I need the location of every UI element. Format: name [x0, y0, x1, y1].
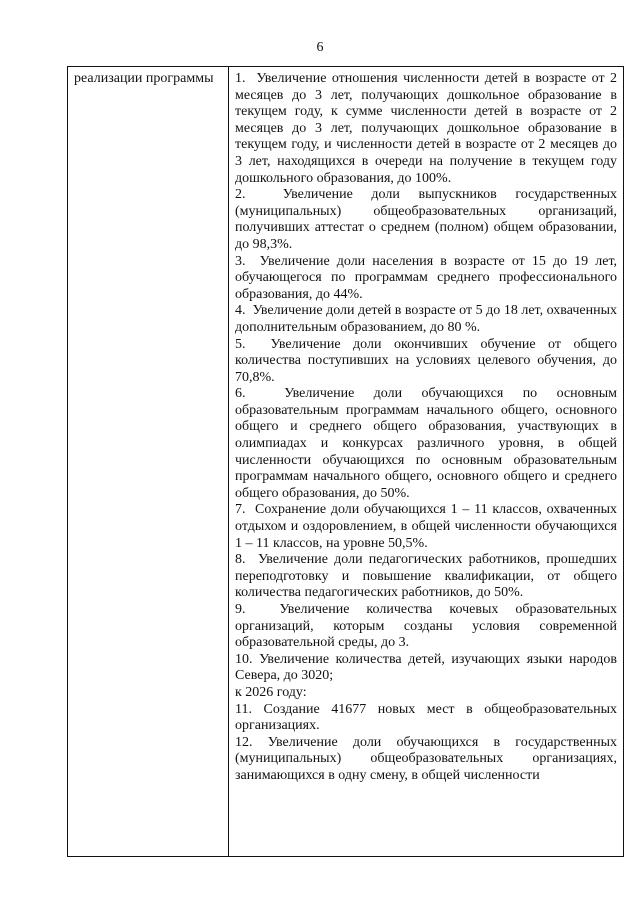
item-number: 5. [235, 336, 246, 352]
list-item [235, 337, 617, 387]
item-number: 2. [235, 187, 246, 203]
list-item [235, 502, 617, 552]
item-number: 1. [235, 71, 246, 86]
item-number: 11. [235, 701, 252, 717]
item-text: Увеличение доли окончивших обучение от общего количества поступивших на условиях целевого обучения, до 70,8%. [235, 336, 617, 385]
item-text: Увеличение доли выпускников государственных (муниципальных) общеобразовательных организаций, получивших аттестат о среднем (полном) общем образовании, до 98,3%. [235, 187, 618, 252]
item-text: Сохранение доли обучающихся 1 – 11 классов, охваченных отдыхом и оздоровлением, в общей численности обучающихся 1 – 11 классов, на уровне 50,5%. [235, 502, 617, 551]
list-item [235, 303, 617, 336]
list-item [235, 71, 617, 187]
item-number: 6. [235, 386, 246, 402]
item-text: Увеличение доли населения в возрасте от 15 до 19 лет, обучающегося по программам среднего профессионального образования, до 44%. [235, 253, 618, 302]
item-text: Увеличение доли обучающихся по основным образовательным программам начального общего, основного общего и среднего общего образования, участвующих в олимпиадах и конкурсах различного уровня, в общей численности обучающихся по основным образовательным программам начального общего, основного общего и среднего общего образования, до 50%. [235, 386, 617, 501]
list-item [235, 702, 617, 735]
list-item [235, 386, 617, 502]
item-text: Увеличение доли обучающихся в государственных (муниципальных) общеобразовательных организациях, занимающихся в одну смену, в общей численности [235, 734, 617, 783]
table-row [68, 67, 624, 857]
row-label-cell [68, 67, 229, 857]
list-item [235, 187, 617, 253]
item-text: к 2026 году: [235, 684, 307, 700]
item-number: 10. [235, 651, 253, 667]
item-text: Увеличение доли педагогических работников, прошедших переподготовку и повышение квалификации, от общего количества педагогических работников, до 50%. [235, 552, 617, 601]
goals-list [235, 71, 617, 785]
item-text: Увеличение доли детей в возрасте от 5 до 18 лет, охваченных дополнительным образованием, до 80 %. [235, 303, 618, 335]
item-number: 3. [235, 253, 246, 269]
item-text: Увеличение количества детей, изучающих языки народов Севера, до 3020; [235, 651, 617, 684]
list-item [235, 735, 617, 785]
list-item [235, 602, 617, 652]
item-text: Увеличение отношения численности детей в возрасте от 2 месяцев до 3 лет, получающих дошкольное образование в текущем году, к сумме численности детей в возрасте от 2 месяцев до 3 лет, получающих дошкольное образование в текущем году, и численности детей в возрасте от 2 месяцев до 3 лет, находящихся в очереди на получение в текущем году дошкольного образования, до 100%. [235, 71, 618, 186]
item-number: 9. [235, 602, 246, 617]
page-number: 6 [316, 40, 324, 55]
list-item [235, 652, 617, 685]
item-number: 8. [235, 552, 246, 568]
item-text: Увеличение количества кочевых образовательных организаций, которым созданы условия современной образовательной среды, до 3. [235, 602, 617, 651]
item-number: 12. [235, 734, 253, 750]
item-number: 4. [235, 303, 246, 319]
list-subheading [235, 685, 617, 702]
item-number: 7. [235, 502, 246, 518]
program-table [67, 66, 624, 857]
list-item [235, 552, 617, 602]
list-item [235, 254, 617, 304]
row-label: реализации программы [74, 71, 214, 86]
goals-cell [229, 67, 624, 857]
item-text: Создание 41677 новых мест в общеобразовательных организациях. [235, 701, 618, 734]
